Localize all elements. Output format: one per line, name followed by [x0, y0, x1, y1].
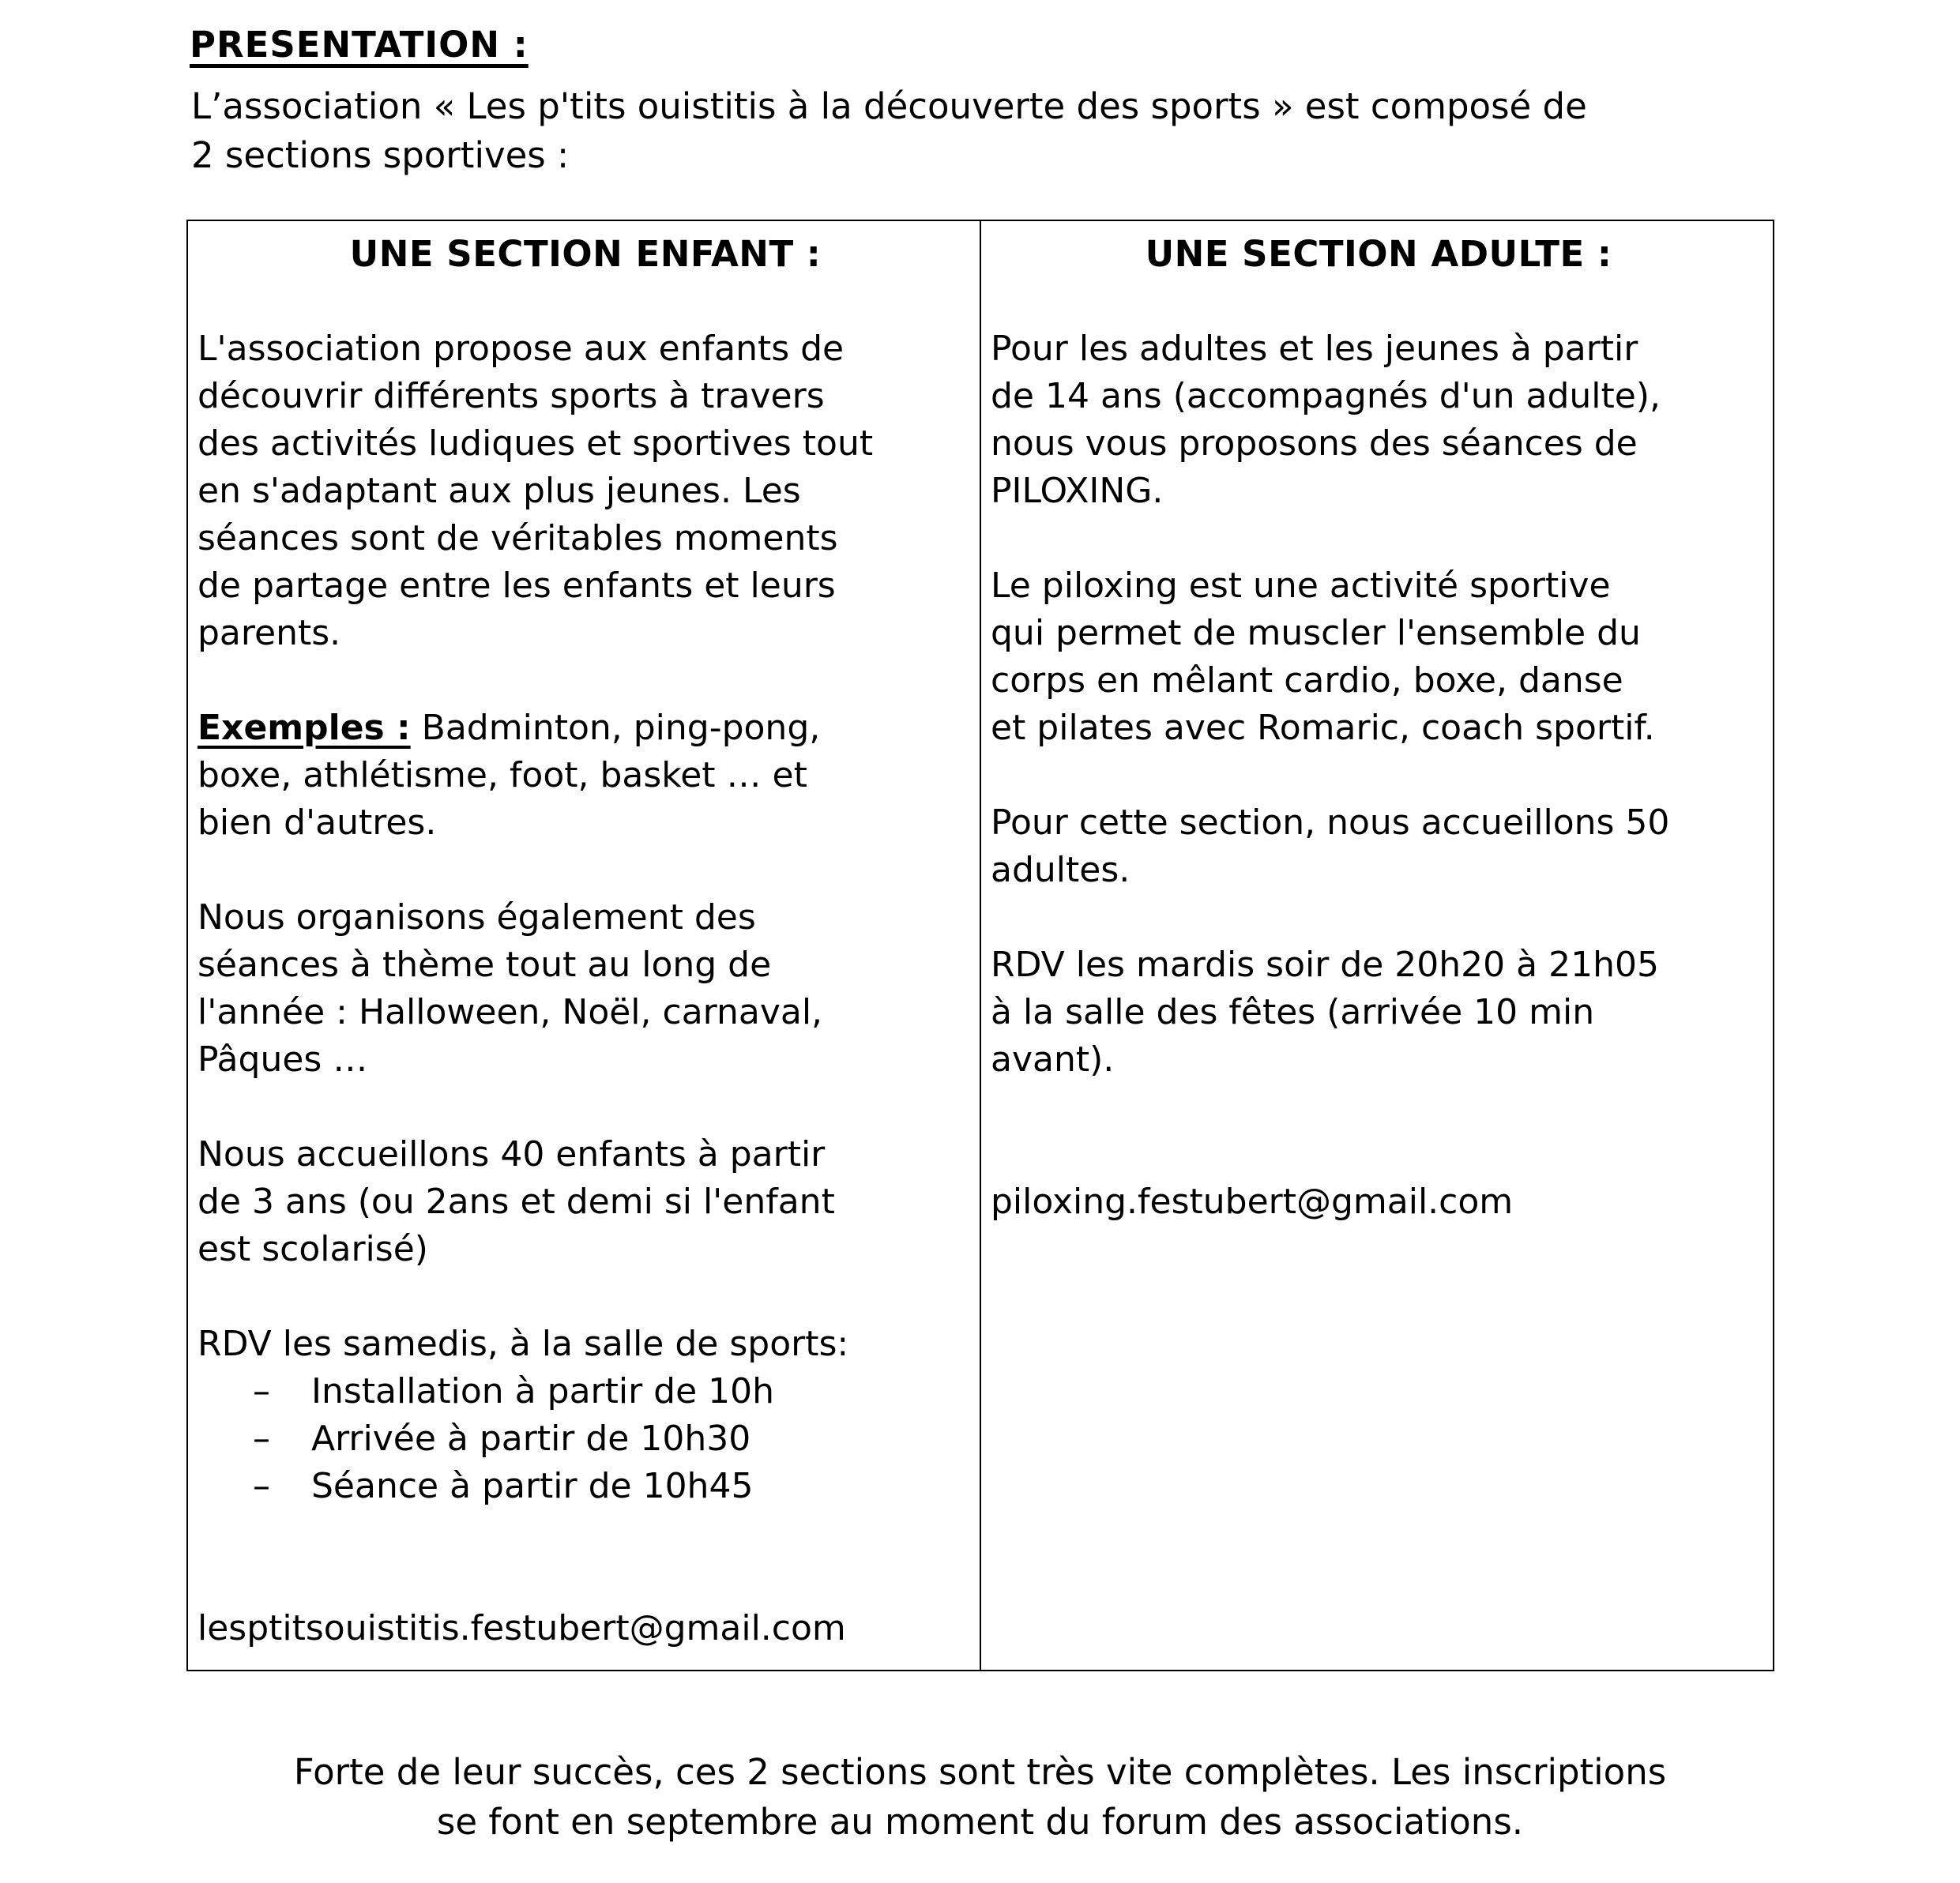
section-adulte-header: UNE SECTION ADULTE :: [1145, 233, 1612, 275]
schedule-item-seance: [198, 1463, 973, 1510]
enfant-description: L'association propose aux enfants de découvrir différents sports à travers des activités ludiques et sportives tout en s'adaptant aux plus jeunes. Les séances sont de véritables moments de partage entre les enfants et leurs parents.: [198, 329, 874, 653]
exemples-label: Exemples :: [198, 708, 411, 748]
adulte-public: Pour les adultes et les jeunes à partir de 14 ans (accompagnés d'un adulte), nous vous proposons des séances de PILOXING.: [991, 329, 1661, 511]
schedule-item-text: Arrivée à partir de 10h30: [311, 1419, 751, 1459]
enfant-seances-theme: Nous organisons également des séances à thème tout au long de l'année : Halloween, Noël, carnaval, Pâques …: [198, 897, 823, 1080]
intro-text: L’association « Les p'tits ouistitis à la découverte des sports » est composé de 2 sections sportives :: [191, 85, 1587, 176]
adulte-capacite: Pour cette section, nous accueillons 50 adultes.: [991, 802, 1670, 890]
schedule-item-text: Séance à partir de 10h45: [311, 1466, 754, 1506]
adulte-piloxing-description: Le piloxing est une activité sportive qui permet de muscler l'ensemble du corps en mêlant cardio, boxe, danse et pilates avec Romaric, coach sportif.: [991, 566, 1655, 748]
enfant-schedule-list: [198, 1368, 973, 1510]
enfant-email: lesptitsouistitis.festubert@gmail.com: [198, 1608, 846, 1648]
schedule-item-text: Installation à partir de 10h: [311, 1371, 775, 1411]
dash-marker: –: [253, 1419, 270, 1459]
section-adulte-cell: [980, 220, 1774, 1671]
exemples-rest: boxe, athlétisme, foot, basket … et bien d'autres.: [198, 755, 807, 843]
page-title: PRESENTATION :: [190, 24, 529, 66]
enfant-rdv-intro: RDV les samedis, à la salle de sports:: [198, 1324, 849, 1364]
enfant-capacite: Nous accueillons 40 enfants à partir de 3 ans (ou 2ans et demi si l'enfant est scolarisé): [198, 1134, 835, 1269]
footer-note: Forte de leur succès, ces 2 sections sont très vite complètes. Les inscriptions se font en septembre au moment du forum des associations.: [293, 1751, 1667, 1843]
exemples-first-line: Badminton, ping-pong,: [421, 708, 821, 748]
dash-marker: –: [253, 1466, 270, 1506]
schedule-item-installation: [198, 1368, 973, 1415]
sections-table: [186, 220, 1774, 1671]
enfant-exemples: [198, 705, 973, 847]
schedule-item-arrivee: [198, 1415, 973, 1463]
adulte-rdv: RDV les mardis soir de 20h20 à 21h05 à la salle des fêtes (arrivée 10 min avant).: [991, 945, 1659, 1080]
dash-marker: –: [253, 1371, 270, 1411]
sections-row: [187, 220, 1774, 1671]
section-enfant-cell: [187, 220, 980, 1671]
document-page: [0, 21, 1960, 1847]
section-enfant-header: UNE SECTION ENFANT :: [349, 233, 822, 275]
adulte-email: piloxing.festubert@gmail.com: [991, 1182, 1514, 1222]
